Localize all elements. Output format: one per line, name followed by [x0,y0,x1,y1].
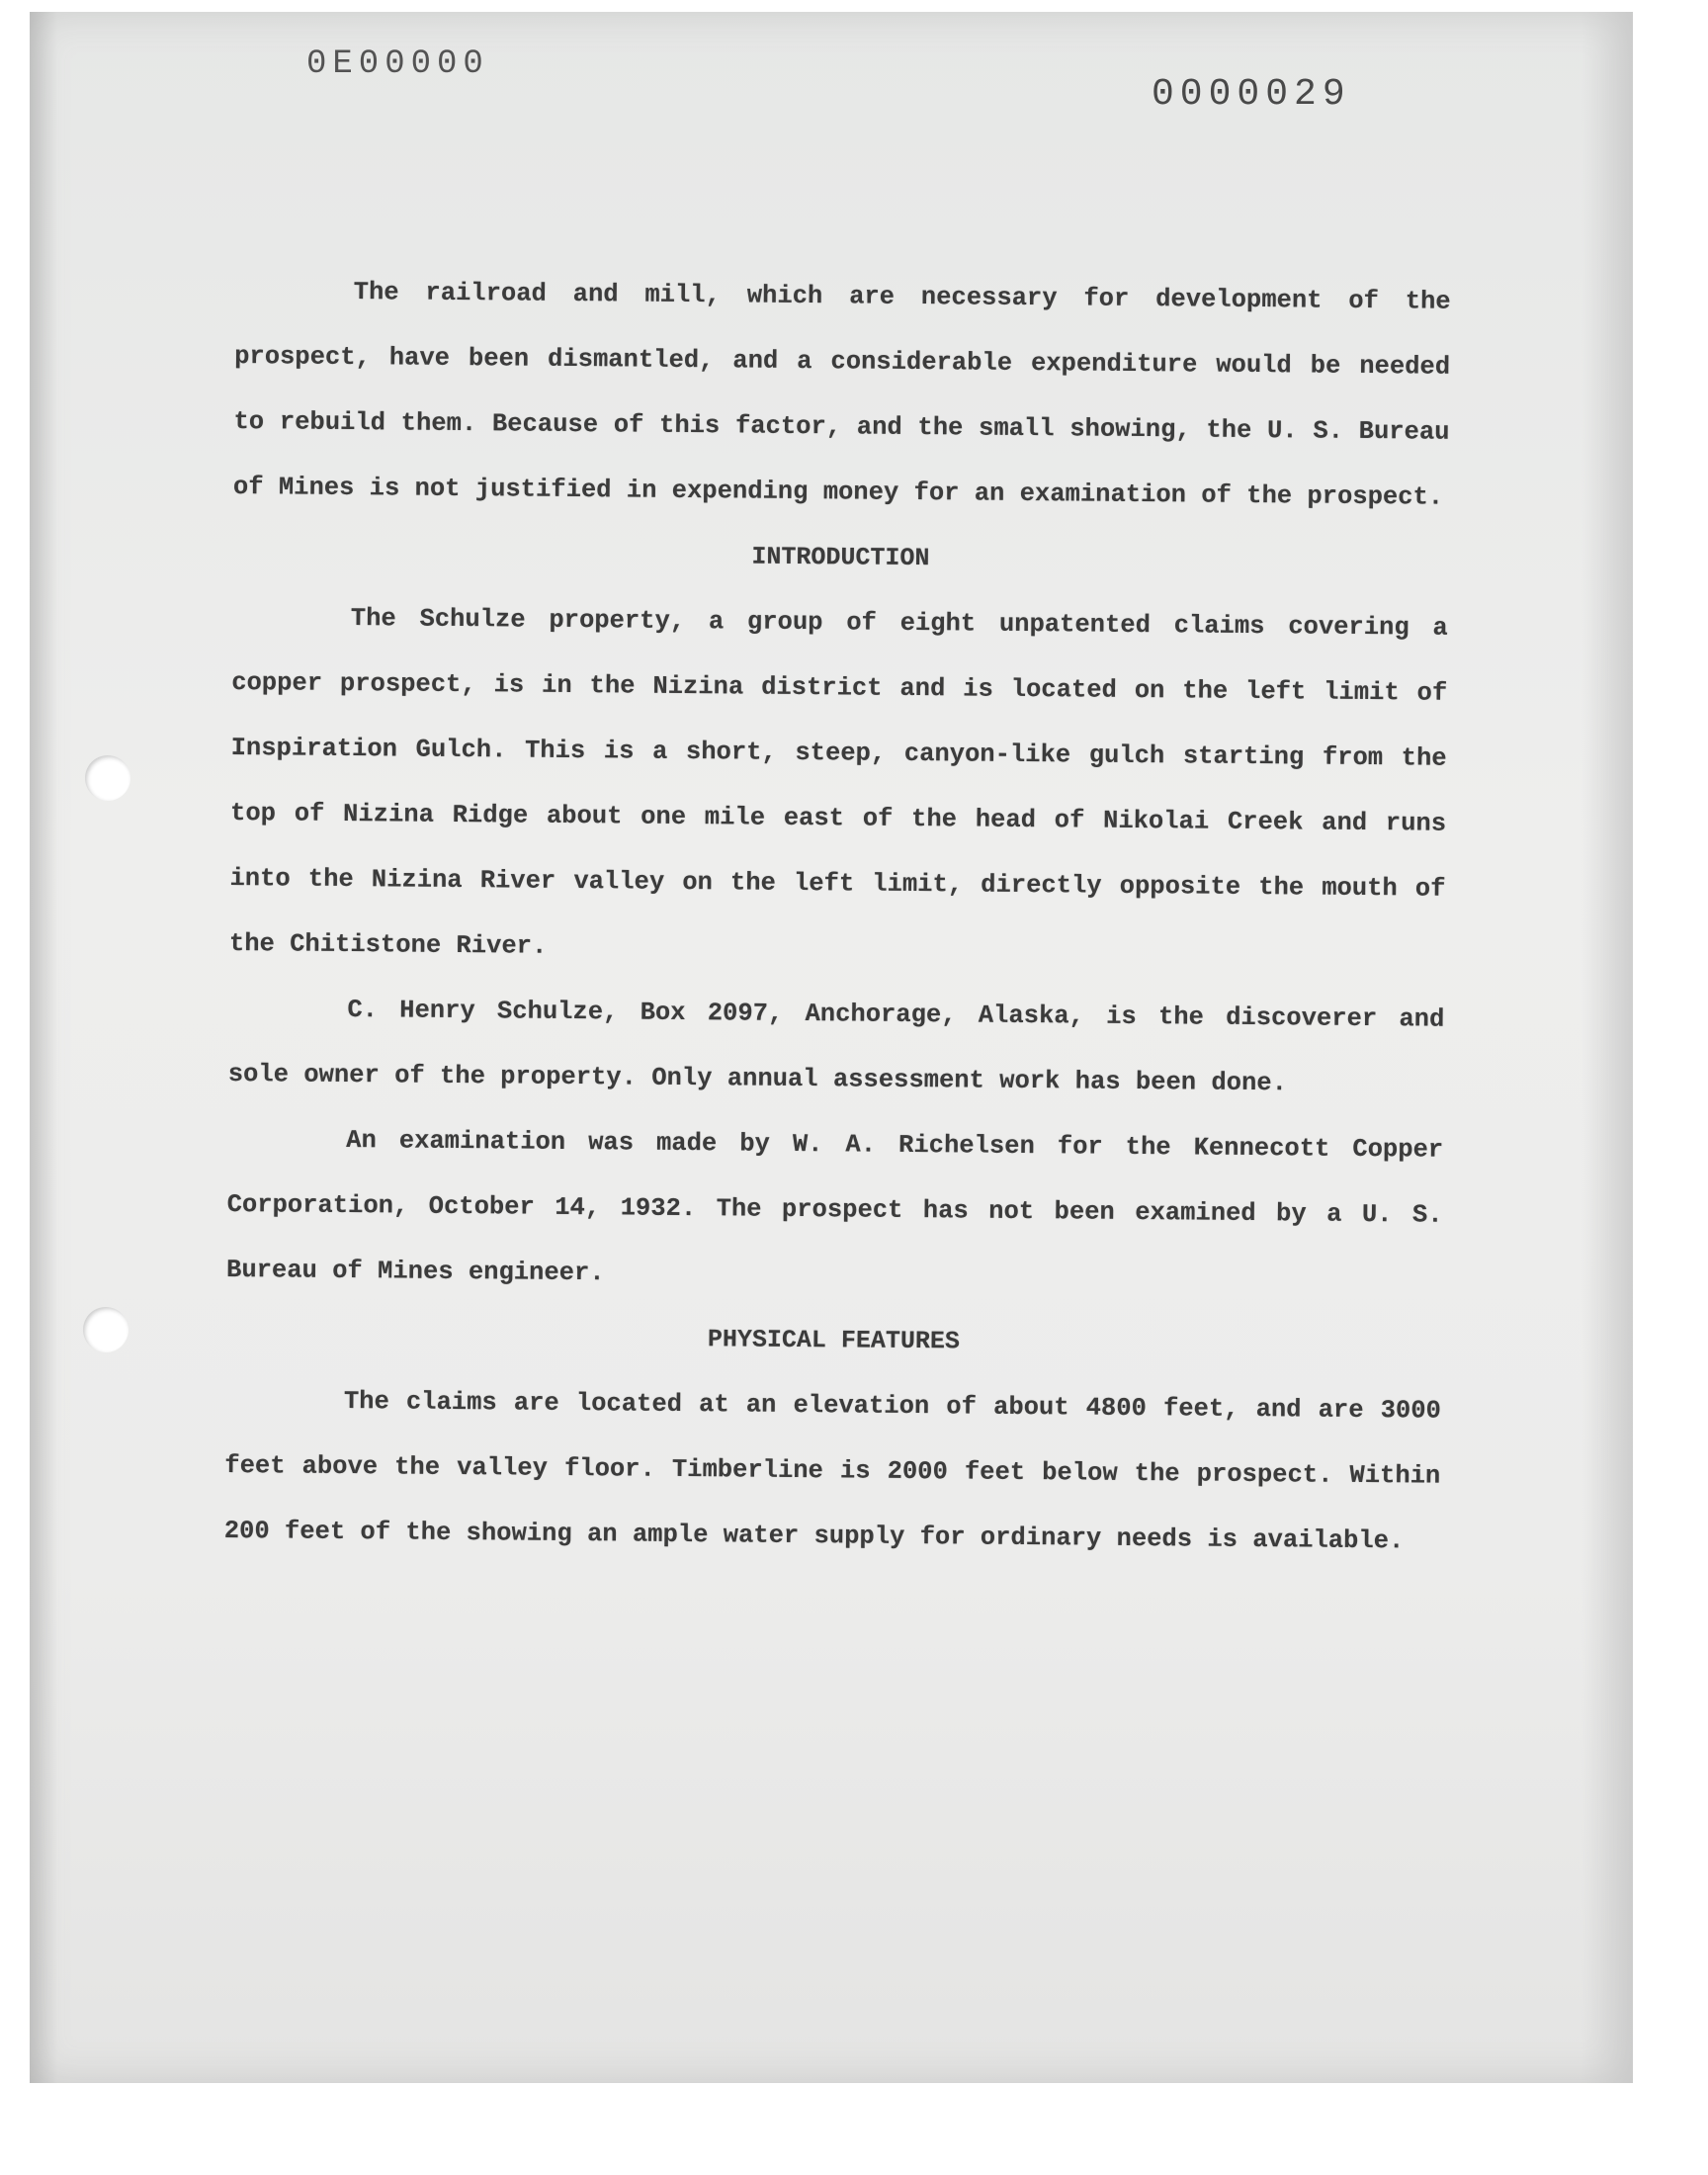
document-page-number: 0000029 [1152,73,1351,116]
document-body [223,259,1450,1575]
paragraph-claims-elevation: The claims are located at an elevation of about 4800 feet, and are 3000 feet above the valley floor. Timberline is 2000 feet below the prospect. Within 200 feet of the showing an ample water supply for ordinary needs is available. [223,1387,1442,1556]
page-edge-highlight [1581,12,1633,2083]
paragraph-schulze-property: The Schulze property, a group of eight unpatented claims covering a copper prospect, is in the Nizina district and is located on the left limit of Inspiration Gulch. This is a short, steep, canyon-like gulch starting from the top of Nizina Ridge about one mile east of the head of Nikolai Creek and runs into the Nizina River valley on the left limit, directly opposite the mouth of the Chitistone River. [228,604,1448,961]
paragraph-owner: C. Henry Schulze, Box 2097, Anchorage, Alaska, is the discoverer and sole owner of the property. Only annual assessment work has been done. [227,996,1445,1098]
paragraph-railroad-mill: The railroad and mill, which are necessary for development of the prospect, have been dismantled, and a considerable expenditure would be needed to rebuild them. Because of this factor, and the small showing, the U. S. Bureau of Mines is not justified in expending money for an examination of the prospect. [232,278,1451,512]
page-edge-shadow [30,12,57,2083]
section-heading-introduction: INTRODUCTION [751,542,930,573]
punch-hole-icon [83,1307,128,1352]
section-heading-physical-features: PHYSICAL FEATURES [707,1325,961,1356]
document-stamp-number-left: 0E00000 [306,45,489,83]
punch-hole-icon [85,755,130,801]
paragraph-examination: An examination was made by W. A. Richelsen for the Kennecott Copper Corporation, October 14, 1932. The prospect has not been examined by a U. S. Bureau of Mines engineer. [225,1126,1444,1288]
